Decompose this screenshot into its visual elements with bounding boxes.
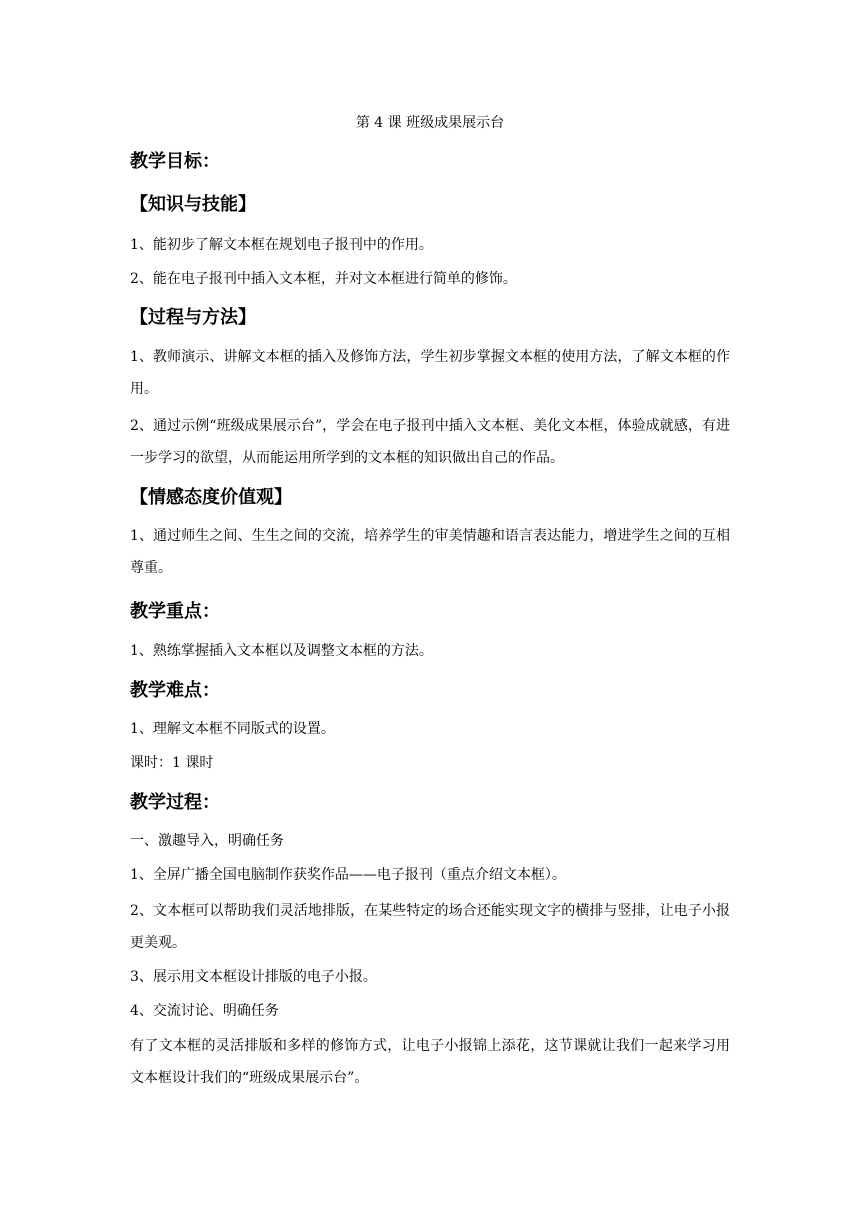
heading-objectives: 教学目标： — [130, 151, 220, 172]
process-item: 1、教师演示、讲解文本框的插入及修饰方法，学生初步掌握文本框的使用方法，了解文本框的作用。 — [130, 349, 730, 397]
heading-teaching-process: 教学过程： — [130, 792, 220, 813]
process-step-item: 2、文本框可以帮助我们灵活地排版，在某些特定的场合还能实现文字的横排与竖排，让电子小报更美观。 — [130, 903, 730, 951]
knowledge-item: 2、能在电子报刊中插入文本框，并对文本框进行简单的修饰。 — [130, 271, 517, 287]
heading-difficulties: 教学难点： — [130, 680, 220, 701]
process-step-item: 1、全屏广播全国电脑制作获奖作品——电子报刊（重点介绍文本框）。 — [130, 867, 566, 883]
emotion-item: 1、通过师生之间、生生之间的交流，培养学生的审美情趣和语言表达能力，增进学生之间的互相尊重。 — [130, 528, 730, 576]
heading-process-method: 【过程与方法】 — [130, 307, 256, 328]
difficulty-item: 1、理解文本框不同版式的设置。 — [130, 721, 335, 737]
class-hours: 课时：1 课时 — [130, 755, 214, 771]
key-point-item: 1、熟练掌握插入文本框以及调整文本框的方法。 — [130, 643, 433, 659]
process-closing-paragraph: 有了文本框的灵活排版和多样的修饰方式，让电子小报锦上添花，这节课就让我们一起来学习用文本框设计我们的“班级成果展示台”。 — [130, 1038, 730, 1086]
heading-key-points: 教学重点： — [130, 601, 220, 622]
process-step-item: 3、展示用文本框设计排版的电子小报。 — [130, 969, 377, 985]
process-step-title: 一、激趣导入，明确任务 — [130, 833, 284, 849]
heading-emotion: 【情感态度价值观】 — [130, 487, 292, 508]
process-item: 2、通过示例“班级成果展示台”，学会在电子报刊中插入文本框、美化文本框，体验成就感，有进一步学习的欲望，从而能运用所学到的文本框的知识做出自己的作品。 — [130, 418, 730, 466]
knowledge-item: 1、能初步了解文本框在规划电子报刊中的作用。 — [130, 237, 433, 253]
document-title: 第 4 课 班级成果展示台 — [355, 115, 505, 131]
heading-knowledge: 【知识与技能】 — [130, 194, 256, 215]
process-step-item: 4、交流讨论、明确任务 — [130, 1003, 279, 1019]
